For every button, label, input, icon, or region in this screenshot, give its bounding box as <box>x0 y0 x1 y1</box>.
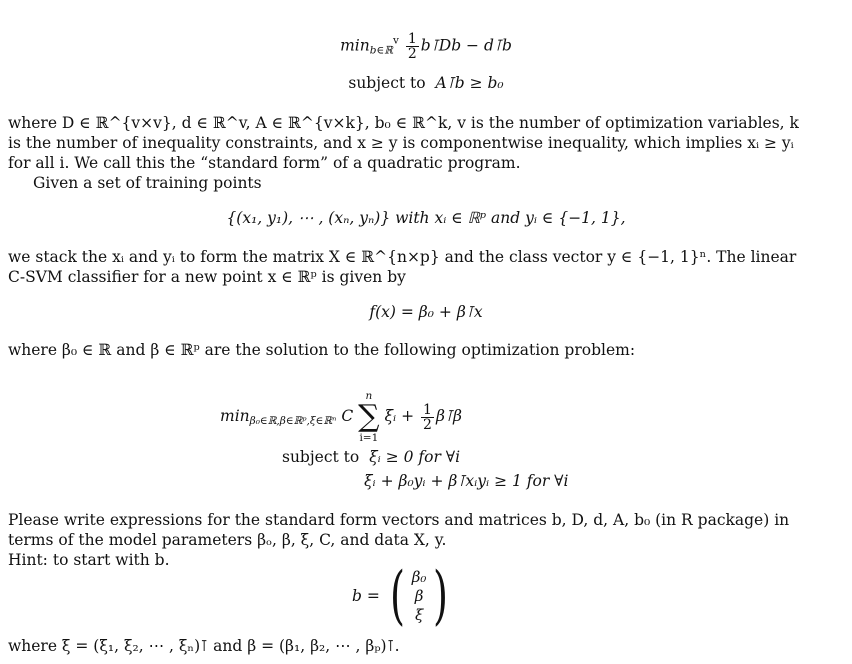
svm-frac-num: 1 <box>423 401 432 418</box>
paragraph-training-intro: Given a set of training points <box>33 174 262 192</box>
training-set-equation: {(x₁, y₁), ⋯ , (xₙ, yₙ)} with xᵢ ∈ ℝᵖ and yᵢ ∈ {−1, 1}, <box>226 209 626 227</box>
b-vector-cells <box>410 568 429 625</box>
qp-min: min <box>340 36 370 55</box>
qp-frac-den: 2 <box>407 46 417 62</box>
svm-subject-to: subject to <box>282 448 360 466</box>
svm-constraint2: ξᵢ + β₀yᵢ + β⊺xᵢyᵢ ≥ 1 for ∀i <box>364 472 569 490</box>
svm-min-subscript: β₀∈ℝ,β∈ℝᵖ,ξ∈ℝⁿ <box>249 415 337 427</box>
right-paren-icon: ) <box>433 559 449 633</box>
classifier-equation: f(x) = β₀ + β⊺x <box>369 303 483 321</box>
qp-frac-num: 1 <box>407 31 417 47</box>
qp-constraint-line <box>0 74 852 92</box>
svm-c: C <box>341 407 354 425</box>
svm-constraint-1 <box>282 448 460 466</box>
paragraph-stack: we stack the xᵢ and yᵢ to form the matrix X ∈ ℝ^{n×p} and the class vector y ∈ {−1, 1}ⁿ. The linear C-SVM classifier for a new point x ∈ ℝᵖ is given by <box>8 248 797 286</box>
svm-constraint-2 <box>364 472 569 490</box>
b-vector-cell-beta0: β₀ <box>411 567 427 586</box>
svm-sum-body: ξᵢ + <box>384 407 415 425</box>
left-paren-icon: ( <box>389 559 405 633</box>
sum-lower: i=1 <box>359 432 379 444</box>
qp-half-fraction <box>406 32 419 61</box>
qp-min-subscript: b∈ℝ <box>369 44 393 57</box>
paragraph-definitions-xi-beta: where ξ = (ξ₁, ξ₂, ⋯ , ξₙ)⊺ and β = (β₁, β₂, ⋯ , βₚ)⊺. <box>8 637 400 655</box>
b-vector-cell-xi: ξ <box>414 605 424 624</box>
sum-upper: n <box>365 390 373 402</box>
sum-operator <box>358 390 379 444</box>
b-vector-equation <box>352 559 453 633</box>
qp-min-subscript-sup: v <box>392 34 399 47</box>
svm-half-fraction <box>421 403 434 432</box>
qp-objective-body: b⊺Db − d⊺b <box>420 36 512 55</box>
paragraph-solution: where β₀ ∈ ℝ and β ∈ ℝᵖ are the solution to the following optimization problem: <box>8 341 636 359</box>
sigma-icon: ∑ <box>358 399 380 434</box>
qp-objective <box>0 32 852 61</box>
svm-objective <box>220 390 462 444</box>
svm-frac-den: 2 <box>423 416 432 433</box>
b-vector <box>385 559 454 633</box>
qp-subject-to: subject to <box>348 74 426 92</box>
svm-constraint1: ξᵢ ≥ 0 for ∀i <box>369 448 461 466</box>
paragraph-hint: Hint: to start with b. <box>8 551 170 569</box>
qp-constraint: A⊺b ≥ b₀ <box>435 74 504 92</box>
b-vector-lhs: b = <box>352 587 380 605</box>
paragraph-definitions: where D ∈ ℝ^{v×v}, d ∈ ℝ^v, A ∈ ℝ^{v×k}, b₀ ∈ ℝ^k, v is the number of optimization variables, k is the number of inequality constraints, and x ≥ y is componentwise inequality, which implies xᵢ ≥ yᵢ for all i. We call this the “standard form” of a quadratic program. <box>8 114 799 172</box>
paragraph-task: Please write expressions for the standard form vectors and matrices b, D, d, A, b₀ (in R package) in terms of the model parameters βₒ, β, ξ, C, and data X, y. <box>8 511 790 549</box>
b-vector-cell-beta: β <box>414 586 424 605</box>
svm-min: min <box>220 407 250 425</box>
svm-tail: β⊺β <box>435 407 462 425</box>
